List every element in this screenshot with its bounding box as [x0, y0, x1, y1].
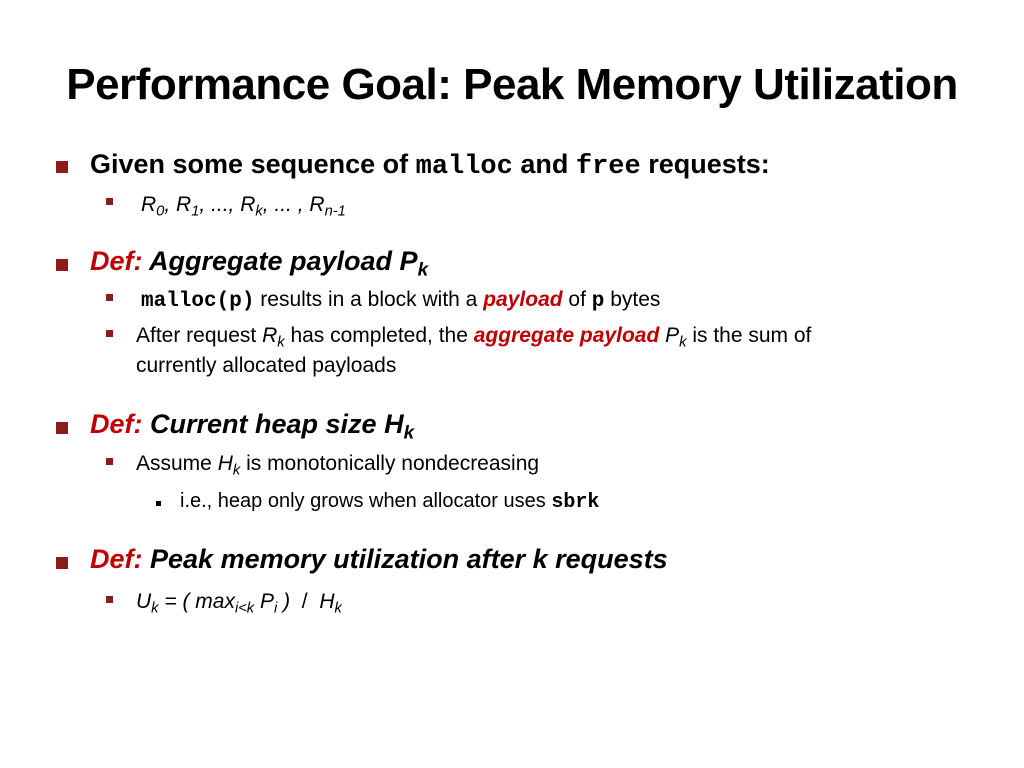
subscript: i	[274, 600, 278, 617]
def-heading: Current heap size H	[150, 409, 404, 439]
sub-bullet-request-sequence	[141, 193, 346, 220]
code-sbrk: sbrk	[551, 491, 600, 514]
def-label: Def:	[90, 544, 143, 574]
def-heading: Peak memory utilization after k requests	[150, 544, 668, 574]
var-r: R	[141, 193, 157, 216]
sub-bullet-text: Assume	[136, 452, 212, 475]
slide-title: Performance Goal: Peak Memory Utilization	[66, 60, 958, 109]
var-p: P	[665, 324, 680, 347]
subscript: 1	[191, 203, 200, 220]
sub-sub-bullet-sbrk	[180, 490, 599, 514]
sub-bullet-marker	[106, 294, 113, 301]
var-u: U	[136, 590, 152, 613]
subscript: k	[255, 203, 263, 220]
def-label: Def:	[90, 409, 143, 439]
code-p: p	[591, 290, 605, 313]
formula-text: )	[283, 590, 291, 613]
sub-bullet-marker	[106, 458, 113, 465]
sub-bullet-marker	[106, 330, 113, 337]
sub-bullet-text: is the sum of	[692, 324, 812, 347]
bullet-text: Given some sequence of	[90, 149, 409, 179]
var-h: H	[217, 452, 233, 475]
code-malloc-p: malloc(p)	[141, 290, 255, 313]
bullet-given-sequence	[90, 149, 770, 182]
formula-slash: /	[301, 590, 308, 613]
separator: , ... ,	[262, 193, 310, 216]
bullet-def-aggregate-payload	[90, 246, 429, 281]
sub-sub-bullet-marker	[156, 501, 161, 506]
bullet-text: requests:	[648, 149, 770, 179]
subscript: k	[679, 334, 687, 351]
sub-bullet-marker	[106, 596, 113, 603]
subscript: i<k	[234, 600, 255, 617]
subscript: k	[151, 600, 159, 617]
separator: ,	[164, 193, 177, 216]
var-r: R	[176, 193, 192, 216]
subscript: k	[403, 422, 415, 444]
var-p: P	[260, 590, 275, 613]
var-r: R	[240, 193, 256, 216]
sub-bullet-text: has completed, the	[290, 324, 468, 347]
sub-bullet-text: bytes	[610, 288, 661, 311]
sub-bullet-marker	[106, 198, 113, 205]
subscript: n-1	[324, 203, 346, 220]
formula-text: = ( max	[164, 590, 235, 613]
subscript: k	[417, 259, 429, 281]
var-r: R	[309, 193, 325, 216]
code-malloc: malloc	[415, 152, 513, 182]
subscript: k	[334, 600, 342, 617]
term-payload: payload	[483, 288, 563, 311]
var-r: R	[262, 324, 278, 347]
bullet-def-peak-utilization	[90, 544, 668, 575]
bullet-marker	[56, 161, 68, 173]
def-label: Def:	[90, 246, 143, 276]
subscript: k	[277, 334, 285, 351]
sub-bullet-assume-monotonic	[136, 452, 540, 479]
bullet-def-heap-size	[90, 409, 415, 444]
code-free: free	[575, 152, 641, 182]
bullet-marker	[56, 557, 68, 569]
sub-bullet-text: is monotonically nondecreasing	[246, 452, 540, 475]
subscript: 0	[156, 203, 165, 220]
sub-bullet-after-request	[136, 324, 812, 351]
bullet-text: and	[520, 149, 569, 179]
def-heading: Aggregate payload P	[149, 246, 418, 276]
bullet-marker	[56, 259, 68, 271]
var-h: H	[319, 590, 335, 613]
subscript: k	[232, 462, 241, 479]
sub-bullet-utilization-formula	[136, 590, 342, 617]
sub-bullet-text: After request	[136, 324, 257, 347]
sub-bullet-text: results in a block with a	[260, 288, 478, 311]
sub-bullet-text: of	[568, 288, 586, 311]
sub-bullet-continuation: currently allocated payloads	[136, 354, 397, 377]
term-aggregate-payload: aggregate payload	[473, 324, 660, 347]
sub-sub-bullet-text: i.e., heap only grows when allocator uses	[180, 490, 546, 512]
separator: , ...,	[199, 193, 241, 216]
bullet-marker	[56, 422, 68, 434]
sub-bullet-malloc-payload	[141, 288, 660, 313]
